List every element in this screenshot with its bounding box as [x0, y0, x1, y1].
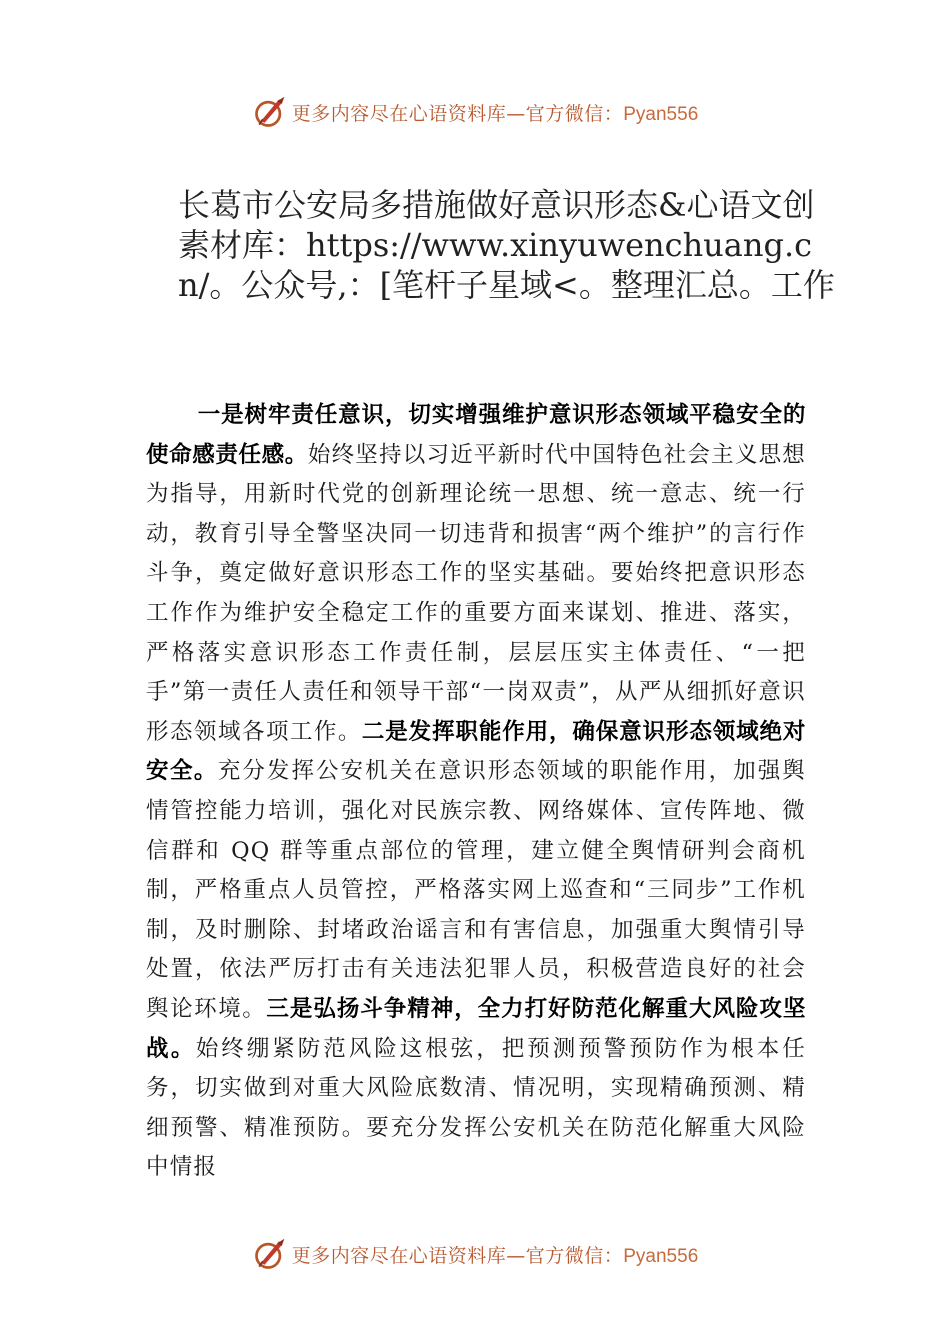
- header-wechat-id: Pyan556: [623, 103, 699, 125]
- header-banner-text: [292, 99, 699, 126]
- point-three-heading: 三是弘扬斗争精神，全力打好防范化解重大风险攻坚战。: [146, 995, 806, 1062]
- footer-banner-text: [292, 1241, 699, 1268]
- point-three-text: 始终绷紧防范风险这根弦，把预测预警预防作为根本任务，切实做到对重大风险底数清、情况明，实现精确预测、精细预警、精准预防。要充分发挥公安机关在防范化解重大风险中情报: [146, 1035, 806, 1181]
- quill-pen-circle-icon: [252, 94, 288, 130]
- quill-pen-circle-icon: [252, 1236, 288, 1272]
- point-one-heading: 一是树牢责任意识，切实增强维护意识形态领域平稳安全的使命感责任感。: [146, 402, 806, 468]
- body-paragraph: [146, 396, 806, 1188]
- footer-wechat-id: Pyan556: [623, 1245, 699, 1267]
- header-banner-label: 更多内容尽在心语资料库—官方微信：: [291, 102, 624, 125]
- point-one-text: 始终坚持以习近平新时代中国特色社会主义思想为指导，用新时代党的创新理论统一思想、统一意志、统一行动，教育引导全警坚决同一切违背和损害“两个维护”的言行作斗争，奠定做好意识形态工作的坚实基础。要始终把意识形态工作作为维护安全稳定工作的重要方面来谋划、推进、落实，严格落实意识形态工作责任制，层层压实主体责任、“一把手”第一责任人责任和领导干部“一岗双责”，从严从细抓好意识形态领域各项工作。: [146, 441, 807, 745]
- point-two-text: 充分发挥公安机关在意识形态领域的职能作用，加强舆情管控能力培训，强化对民族宗教、网络媒体、宣传阵地、微信群和 QQ 群等重点部位的管理，建立健全舆情研判会商机制，严格重点人员管控，严格落实网上巡查和“三同步”工作机制，及时删除、封堵政治谣言和有害信息，加强重大舆情引导处置，依法严厉打击有关违法犯罪人员，积极营造良好的社会舆论环境。: [146, 758, 806, 1022]
- footer-banner: [0, 1234, 950, 1274]
- footer-banner-label: 更多内容尽在心语资料库—官方微信：: [291, 1244, 624, 1267]
- header-banner: [0, 92, 950, 132]
- point-two-heading: 二是发挥职能作用，确保意识形态领域绝对安全。: [146, 718, 806, 785]
- document-title: 长葛市公安局多措施做好意识形态&心语文创素材库：https://www.xinyuwenchuang.cn/。公众号,：[笔杆子星域<。整理汇总。工作: [178, 186, 835, 304]
